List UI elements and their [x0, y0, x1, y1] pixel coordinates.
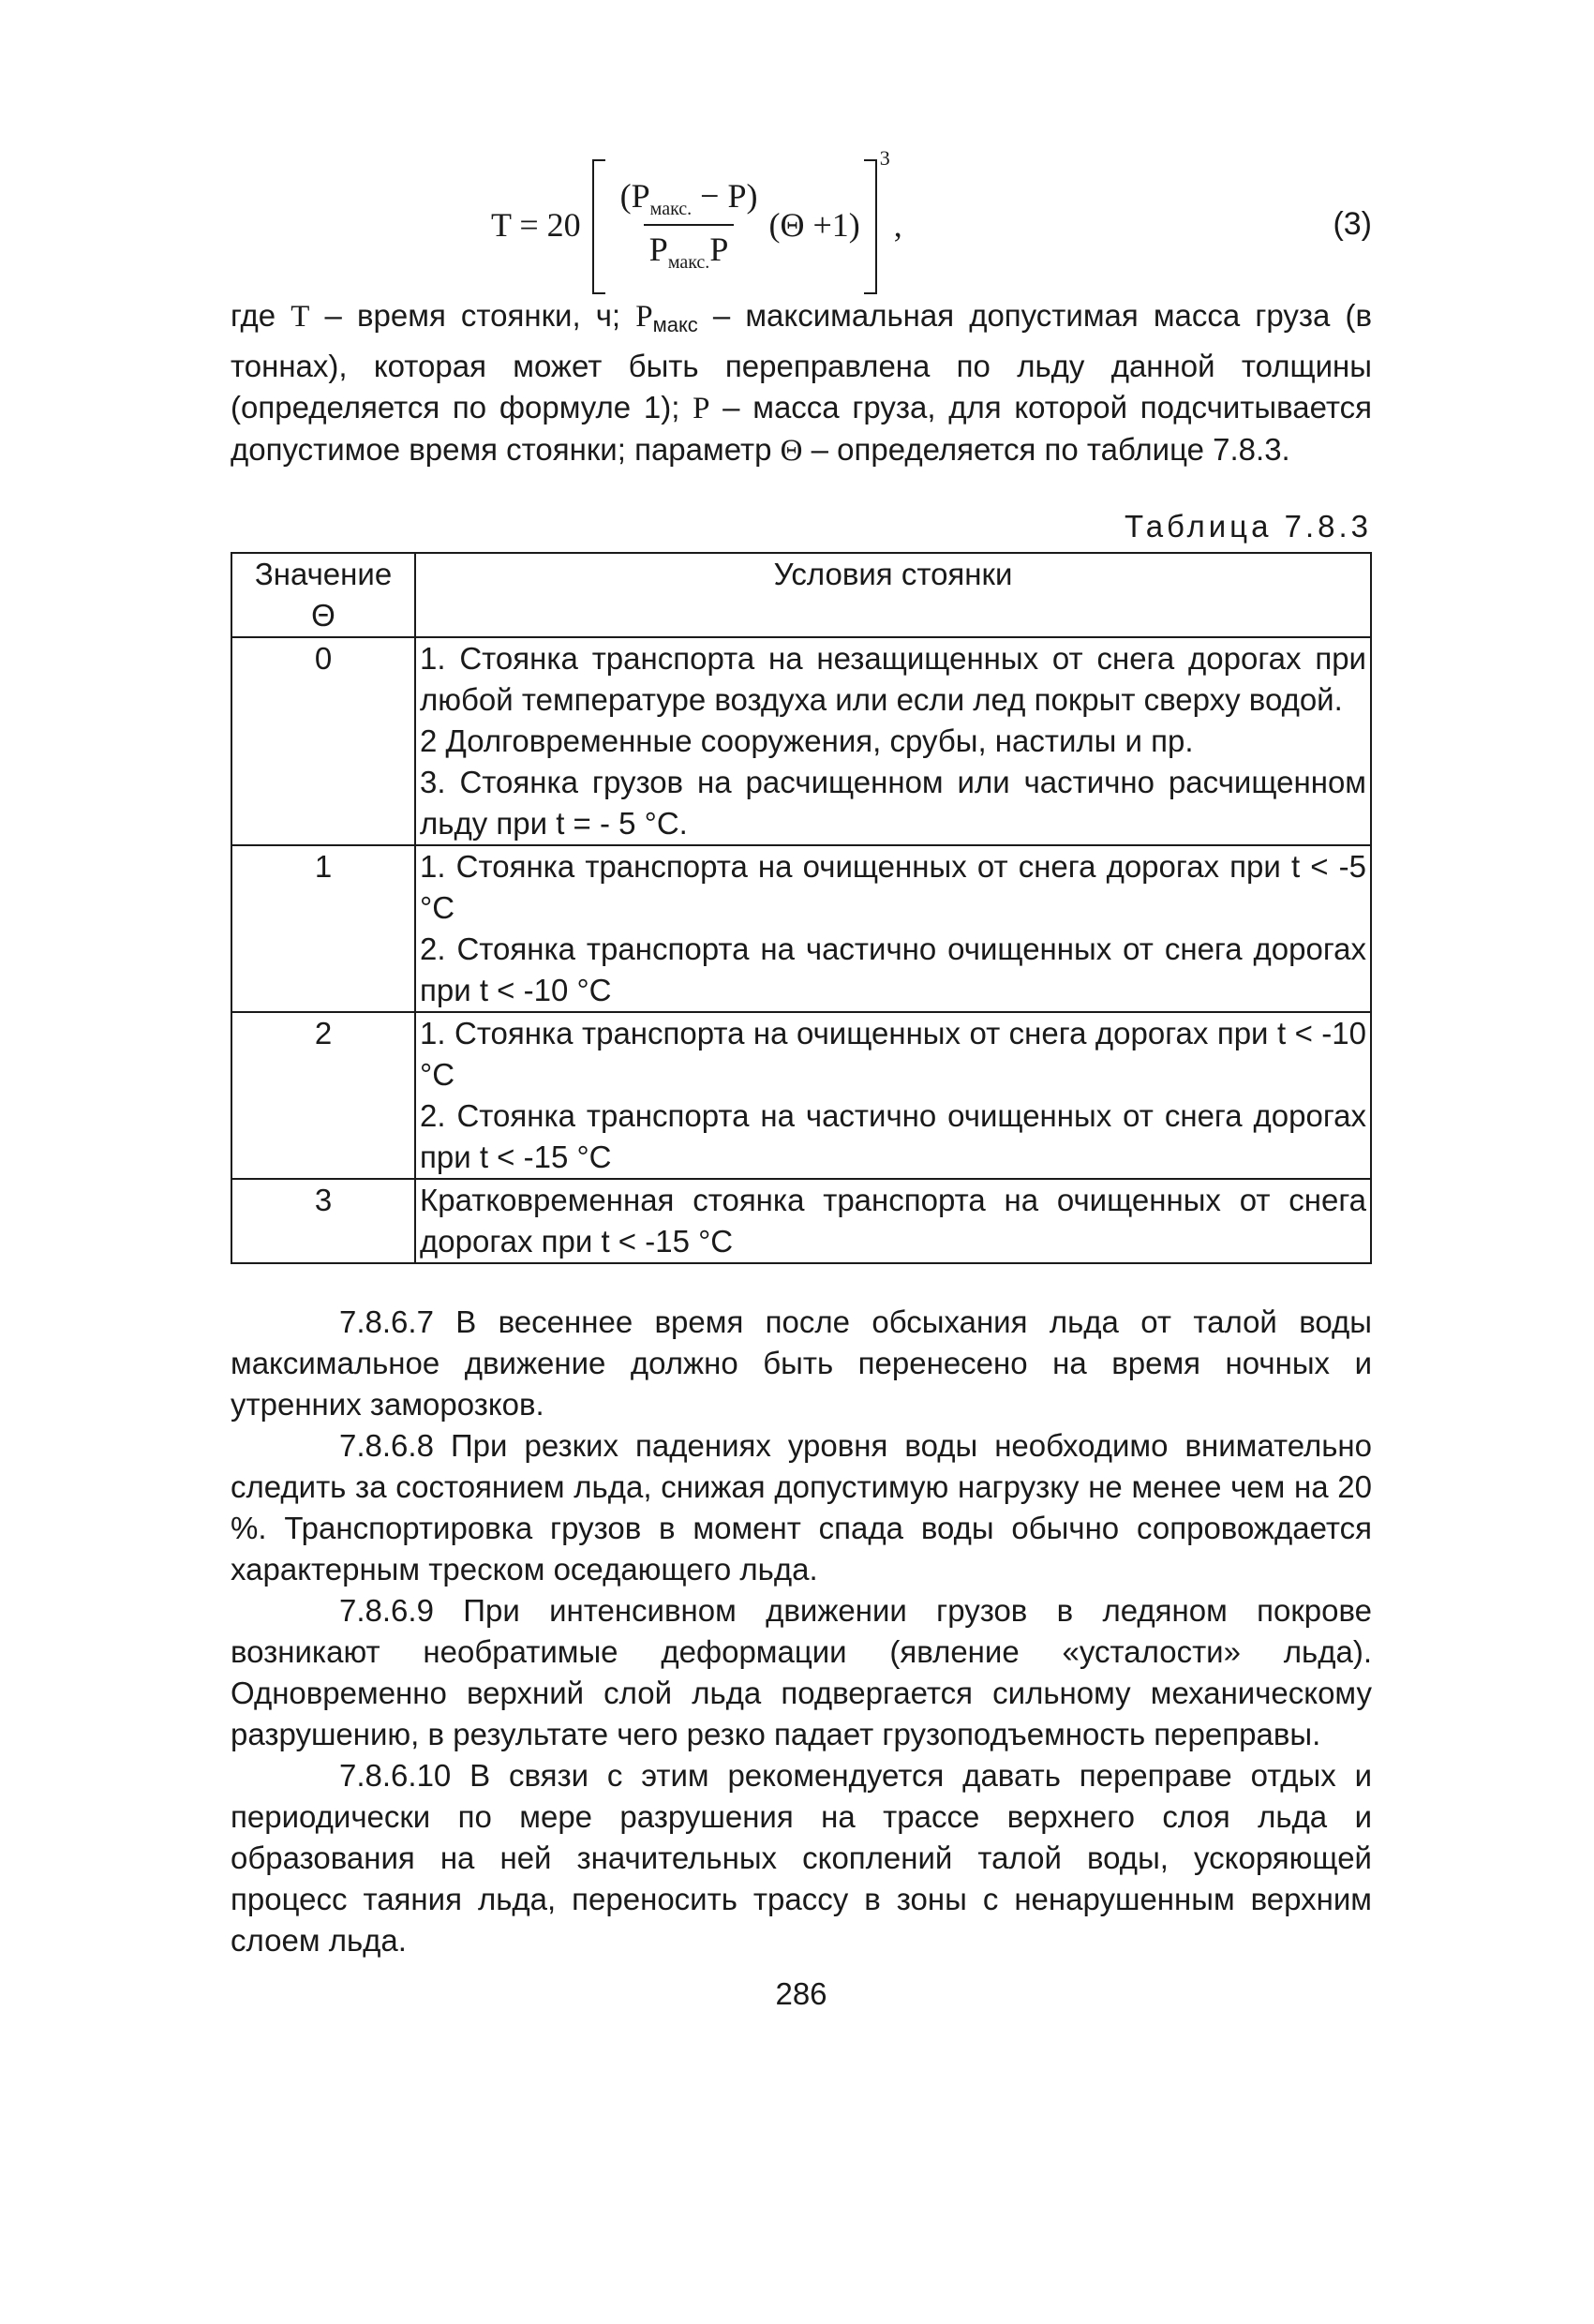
row-conditions [415, 845, 1371, 1012]
row-conditions [415, 1012, 1371, 1179]
table-header-row [231, 553, 1371, 637]
body-text [231, 1302, 1372, 1961]
def-text-5: – определяется по таблице 7.8.3. [802, 432, 1290, 467]
header-value-label: Значение [254, 557, 393, 591]
paragraph-7-8-6-10: 7.8.6.10 В связи с этим рекомендуется давать переправе отдых и периодически по мере разрушения на трассе верхнего слоя льда и образования на ней значительных скоплений талой воды, ускоряющей процесс таяния льда, переносить трассу в зоны с ненарушенным верхним слоем льда. [231, 1758, 1372, 1958]
header-conditions: Условия стоянки [415, 553, 1371, 637]
row-conditions [415, 637, 1371, 845]
denominator-base: P [648, 231, 668, 268]
formula-block [231, 141, 1372, 295]
denominator-tail: P [709, 231, 729, 268]
def-symbol-P2: P [693, 392, 710, 425]
condition-item: 2. Стоянка транспорта на частично очищенных от снега дорогах при t < -15 °С [420, 1098, 1366, 1174]
def-symbol-P: P [635, 300, 653, 334]
numerator-open: (P [619, 177, 650, 215]
formula-lhs: T = 20 [491, 206, 581, 244]
condition-item: Кратковременная стоянка транспорта на очищенных от снега дорогах при t < -15 °С [420, 1183, 1366, 1259]
def-symbol-theta: Θ [780, 434, 803, 468]
condition-item: 1. Стоянка транспорта на очищенных от снега дорогах при t < -10 °С [420, 1016, 1366, 1092]
row-value: 2 [231, 1012, 415, 1179]
numerator-close: − P) [692, 177, 758, 215]
def-text-4: – масса груза, для которой подсчитывается допустимое время стоянки; параметр [231, 390, 1372, 467]
table-row [231, 845, 1371, 1012]
table-row [231, 1012, 1371, 1179]
page-number: 286 [775, 1976, 827, 2011]
theta-term: (Θ +1) [768, 206, 860, 244]
condition-item: 2 Долговременные сооружения, срубы, настилы и пр. [420, 723, 1194, 758]
table-row [231, 637, 1371, 845]
table-caption: Таблица 7.8.3 [1125, 509, 1372, 544]
def-symbol-T: T [290, 300, 310, 334]
right-bracket [864, 159, 877, 294]
formula-power: 3 [879, 146, 890, 170]
def-text-1: где [231, 298, 291, 333]
def-symbol-P-sub: макс [652, 313, 698, 336]
fraction-numerator [615, 176, 764, 224]
paragraph-7-8-6-7: 7.8.6.7 В весеннее время после обсыхания льда от талой воды максимальное движение должно быть перенесено на время ночных и утренних заморозков. [231, 1304, 1372, 1422]
row-value: 1 [231, 845, 415, 1012]
condition-item: 2. Стоянка транспорта на частично очищенных от снега дорогах при t < -10 °С [420, 931, 1366, 1007]
denominator-sub: макс. [667, 252, 710, 273]
condition-item: 1. Стоянка транспорта на незащищенных от снега дорогах при любой температуре воздуха или если лед покрыт сверху водой. [420, 641, 1366, 717]
page [231, 141, 1372, 2012]
left-bracket [592, 159, 605, 294]
header-value [231, 553, 415, 637]
conditions-table [231, 552, 1372, 1264]
fraction-denominator [644, 224, 735, 274]
def-text-3: – максимальная допустимая масса груза (в тоннах), которая может быть переправлена по льду данной толщины (определяется по формуле 1); [231, 298, 1372, 425]
def-text-2: – время стоянки, ч; [309, 298, 636, 333]
formula-trail: , [893, 206, 902, 244]
row-conditions [415, 1179, 1371, 1263]
definition-paragraph [231, 295, 1372, 471]
paragraph-7-8-6-8: 7.8.6.8 При резких падениях уровня воды необходимо внимательно следить за состоянием льда, снижая допустимую нагрузку не менее чем на 20 %. Транспортировка грузов в момент спада воды обычно сопровождается характерным треском оседающего льда. [231, 1428, 1372, 1587]
condition-item: 1. Стоянка транспорта на очищенных от снега дорогах при t < -5 °С [420, 849, 1366, 925]
condition-item: 3. Стоянка грузов на расчищенном или частично расчищенном льду при t = - 5 °С. [420, 765, 1366, 841]
row-value: 3 [231, 1179, 415, 1263]
paragraph-7-8-6-9: 7.8.6.9 При интенсивном движении грузов в ледяном покрове возникают необратимые деформации (явление «усталости» льда). Одновременно верхний слой льда подвергается сильному механическому разрушению, в результате чего резко падает грузоподъемность переправы. [231, 1593, 1372, 1751]
numerator-sub: макс. [649, 199, 693, 219]
formula-bracket [592, 146, 890, 290]
formula-3 [491, 146, 902, 295]
row-value: 0 [231, 637, 415, 845]
header-value-symbol: Θ [311, 598, 335, 633]
table-row [231, 1179, 1371, 1263]
equation-number: (3) [1333, 206, 1372, 242]
formula-fraction [615, 176, 764, 274]
